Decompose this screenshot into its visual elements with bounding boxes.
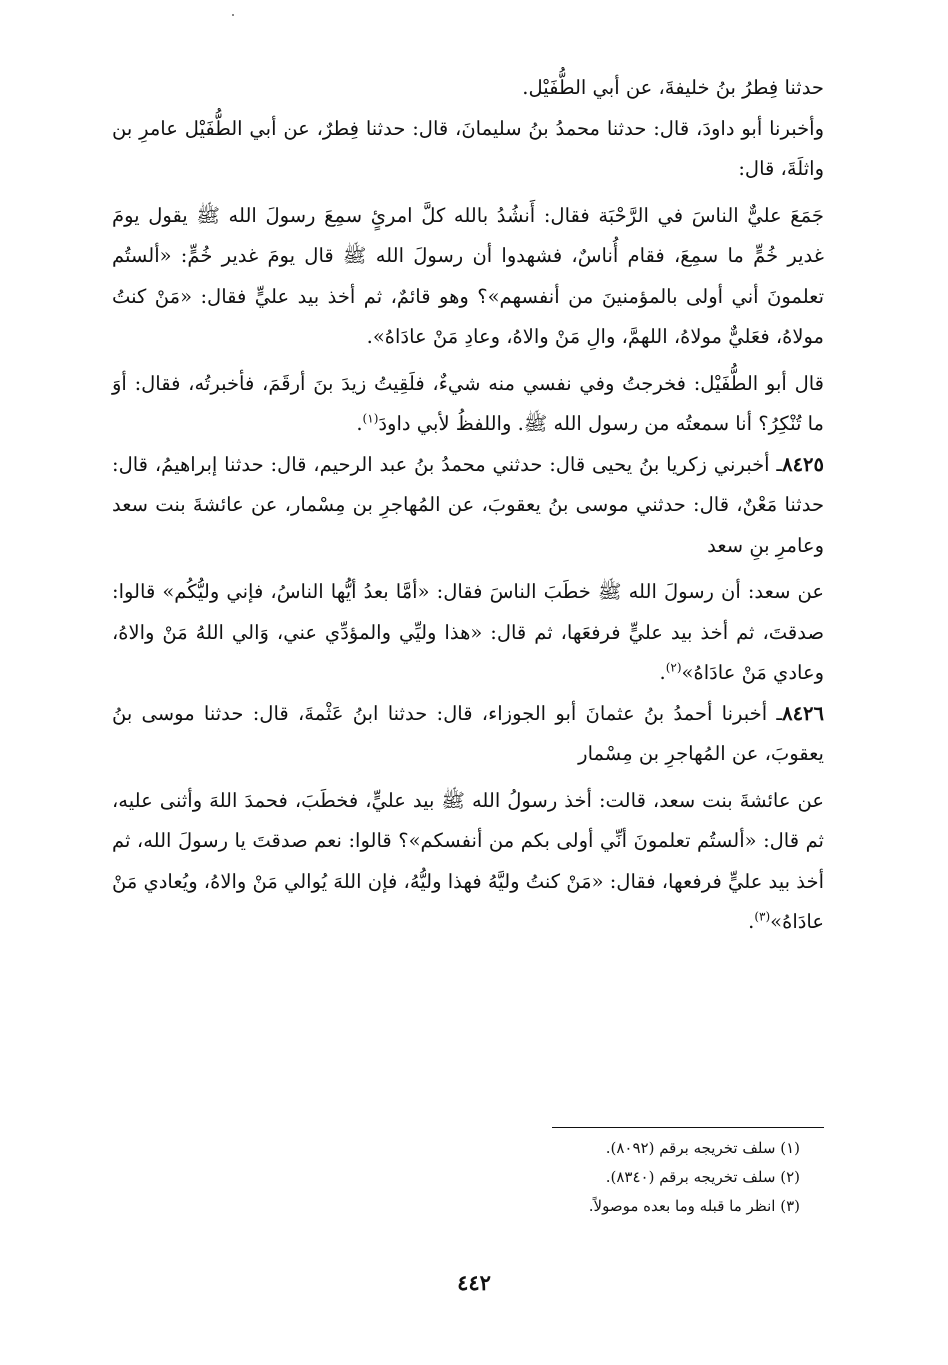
- footnote-ref-2: (٢): [665, 660, 682, 675]
- footnote-1: (١) سلف تخريجه برقم (٨٠٩٢).: [605, 1139, 800, 1157]
- paragraph-isnad-abu-dawud: وأخبرنا أبو داودَ، قال: حدثنا محمدُ بنُ سليمانَ، قال: حدثنا فِطرٌ، عن أبي الطُّفَيْل عامرِ بن واثلَةَ، قال:: [112, 116, 824, 180]
- main-text: [112, 68, 824, 943]
- footnote-ref-3: (٣): [754, 909, 771, 924]
- paragraph-aisha-narration: عن عائشةَ بنت سعد، قالت: أخذ رسولُ الله ﷺ بيد عليٍّ، فخطَبَ، فحمدَ اللهَ وأثنى عليه، ثم قال: «ألستُم تعلمونَ أنِّي أولى بكم من أنفسكم»؟ قالوا: نعم صدقتَ يا رسولَ الله، ثم أخذ بيد عليٍّ فرفعها، فقال: «مَنْ كنتُ وليَّهُ فهذا وليُّهُ، فإن اللهَ يُوالي مَنْ والاهُ، ويُعادي مَنْ عادَاهُ»$^{(٣)}$.: [111, 788, 824, 933]
- hadith-number: ٨٤٢٥: [782, 452, 824, 476]
- page-number: ٤٤٢: [457, 1270, 491, 1295]
- hadith-number: ٨٤٢٦: [782, 701, 824, 725]
- paragraph-hadith-ghadir: جَمَعَ عليٌّ الناسَ في الرَّحْبَة فقال: أَنشُدُ بالله كلَّ امرئٍ سمِعَ رسولَ الله ﷺ يقول يومَ غدير خُمٍّ ما سمِعَ، فقام أُناسٌ، فشهدوا أن رسولَ الله ﷺ قال يومَ غدير خُمٍّ: «ألستُم تعلمونَ أني أولى بالمؤمنينَ من أنفسهم»؟ وهو قائمٌ، ثم أخذ بيد عليٍّ فقال: «مَنْ كنتُ مولاهُ، فعَليٌّ مولاهُ، اللهمَّ، والِ مَنْ والاهُ، وعادِ مَنْ عادَاهُ».: [112, 203, 824, 348]
- paragraph-abu-tufayl: قال أبو الطُّفَيْل: فخرجتُ وفي نفسي منه شيءٌ، فلَقِيتُ زيدَ بنَ أرقَمَ، فأخبرتُه، فقال: أوَ ما تُنْكِرُ؟ أنا سمعتُه من رسول الله ﷺ. واللفظُ لأبي داودَ$^{(١)}$.: [112, 371, 824, 435]
- paragraph-hadith-8426: ٨٤٢٦ـ أخبرنا أحمدُ بنُ عثمانَ أبو الجوزاء، قال: حدثنا ابنُ عَثْمةَ، قال: حدثنا موسى بنُ يعقوبَ، عن المُهاجرِ بن مِسْمار: [112, 701, 824, 765]
- footnotes: [360, 1134, 800, 1221]
- paragraph-hadith-8425: ٨٤٢٥ـ أخبرني زكريا بنُ يحيى قال: حدثني محمدُ بنُ عبد الرحيم، قال: حدثنا إبراهيمُ، قال: حدثنا مَعْنٌ، قال: حدثني موسى بنُ يعقوبَ، عن المُهاجرِ بن مِسْمار، عن عائشةَ بنت سعد وعامرِ بنِ سعد: [112, 452, 824, 557]
- paragraph-isnad-intro: حدثنا فِطرُ بنُ خليفةَ، عن أبي الطُّفَيْل.: [522, 76, 824, 99]
- footnote-divider: [552, 1127, 824, 1128]
- footnote-ref-1: (١): [362, 411, 379, 426]
- footnote-3: (٣) انظر ما قبله وما بعده موصولاً.: [588, 1197, 800, 1215]
- scan-speck: [232, 14, 234, 16]
- paragraph-saad-narration: عن سعد: أن رسولَ الله ﷺ خطَبَ الناسَ فقال: «أمَّا بعدُ أيُّها الناسُ، فإني وليُّكُم» قالوا: صدقتَ، ثم أخذ بيد عليٍّ فرفعَها، ثم قال: «هذا وليِّي والمؤدِّي عني، وَالي اللهُ مَنْ والاهُ، وعادي مَنْ عادَاهُ»$^{(٢)}$.: [112, 580, 824, 684]
- footnote-2: (٢) سلف تخريجه برقم (٨٣٤٠).: [605, 1168, 800, 1186]
